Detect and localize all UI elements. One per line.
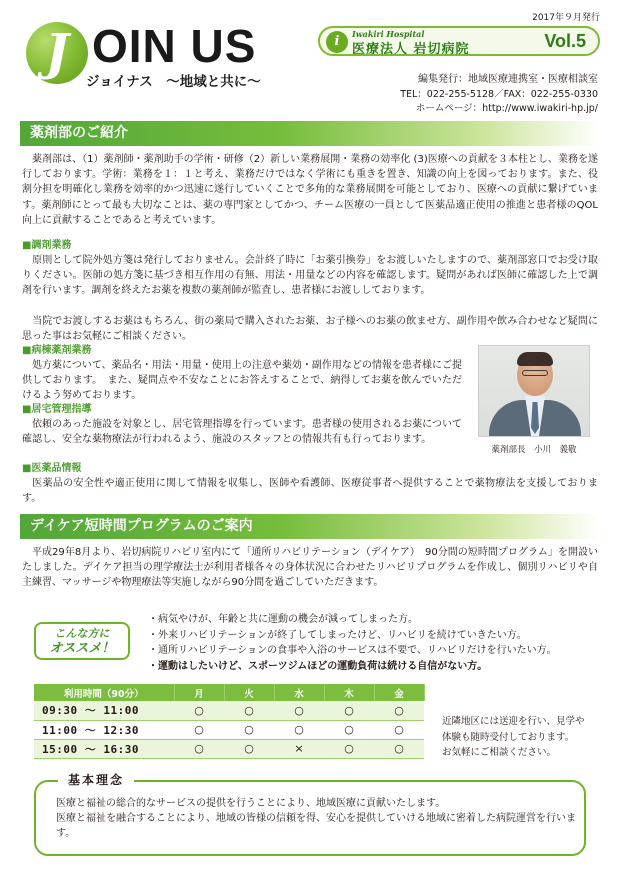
daycare-heading: デイケア短時間プログラムのご案内 [20, 514, 600, 539]
philosophy-text [56, 796, 576, 842]
table-row [34, 739, 424, 758]
dispensing-text: 原則として院外処方箋は発行しておりません。会計終了時に「お薬引換券」をお渡しいたしますので、薬剤部窓口でお受け取りください。医師の処方箋に基づき相互作用の有無、用法・用量などの内容を確認します。疑問があれば医師に確認した上で調剤を行います。調剤を終えたお薬を複数の薬剤師が監査し、患者様にお渡ししております。 [22, 255, 598, 297]
table-cell: ○ [374, 720, 424, 739]
newsletter-subtitle: ジョイナス ～地域と共に～ [86, 74, 261, 90]
philosophy-line: 医療と福祉の総合的なサービスの提供を行うことにより、地域医療に貢献いたします。 [56, 798, 446, 809]
table-row [34, 720, 424, 739]
volume-number: Vol.5 [544, 31, 586, 51]
recommend-line-1: こんな方に [54, 627, 110, 640]
pharmacy-heading: 薬剤部のご紹介 [20, 121, 600, 146]
photo-caption: 薬剤部長 小川 義敬 [491, 445, 577, 455]
ward-text: 処方薬について、薬品名・用法・用量・使用上の注意や薬効・副作用などの情報を患者様にご提供しております。 また、疑問点や不安なことにお答えすることで、納得してお薬を飲んでいただけるよう努めております。 [22, 360, 462, 402]
time-cell: 11:00 ～ 12:30 [34, 720, 174, 739]
table-header-row [34, 684, 424, 701]
table-cell: ○ [324, 720, 374, 739]
table-cell: ○ [224, 701, 274, 720]
newsletter-title: OIN US [92, 20, 257, 72]
philosophy-line: 医療と福祉を融合することにより、地域の皆様の信頼を得、安心を提供していける地域に密着した病院運営を行います。 [56, 813, 576, 840]
hospital-logo-icon: i [326, 31, 348, 53]
contact-line: TEL：022-255-5128／FAX：022-255-0330 [400, 89, 598, 100]
column-header: 火 [224, 684, 274, 701]
note-line: お気軽にご相談ください。 [442, 747, 557, 758]
time-cell: 15:00 ～ 16:30 [34, 739, 174, 758]
schedule-note [442, 714, 585, 761]
column-header: 木 [324, 684, 374, 701]
table-cell: ○ [274, 701, 324, 720]
pharmacy-intro: 薬剤部は、（1）薬剤師・薬剤助手の学術・研修（2）新しい業務展開・業務の効率化 (3)医療への貢献を３本柱とし、業務を遂行しております。学術：業務を１：１と考え、業務だけではなく学術にも重きを置き、知識の向上を図っております。また、役割分担を明確化し業務を効率的かつ迅速に遂行していくことで多角的な業務展開を可能としており、医療への貢献に繋げています。薬剤師にとって最も大切なことは、薬の専門家としてかつ、チーム医療の一員として医薬品適正使用の推進と患者様のQOL向上に貢献することであると考えています。 [22, 154, 598, 226]
note-line: 近隣地区には送迎を行い、見学や [442, 716, 585, 727]
home-care-title: ■居宅管理指導 [22, 404, 92, 415]
logo-mark: J [26, 22, 88, 84]
table-cell: ○ [224, 739, 274, 758]
table-cell: ○ [174, 701, 224, 720]
column-header: 月 [174, 684, 224, 701]
table-cell: ○ [174, 720, 224, 739]
dispensing-text-2: 当院でお渡しするお薬はもちろん、街の薬局で購入されたお薬、お子様へのお薬の飲ませ方、副作用や飲み合わせなど疑問に思った事はお気軽にご相談ください。 [22, 316, 598, 343]
table-cell: ○ [174, 739, 224, 758]
philosophy-title: 基本理念 [58, 771, 134, 788]
website-link[interactable]: ホームページ：http://www.iwakiri-hp.jp/ [415, 103, 598, 114]
drug-info-title: ■医薬品情報 [22, 463, 82, 474]
table-cell: ○ [274, 720, 324, 739]
list-item: ・運動はしたいけど、スポーツジムほどの運動負荷は続ける自信がない方。 [148, 660, 488, 672]
table-cell: ○ [324, 701, 374, 720]
table-cell: ○ [374, 701, 424, 720]
dispensing-title: ■調剤業務 [22, 240, 72, 251]
schedule-table [34, 684, 425, 759]
list-item: ・外来リハビリテーションが終了してしまったけど、リハビリを続けていきたい方。 [148, 629, 527, 641]
publisher-line: 編集発行：地域医療連携室・医療相談室 [418, 74, 598, 85]
hospital-banner [318, 26, 600, 56]
note-line: 体験も随時受付しております。 [442, 731, 575, 743]
home-care-text: 依頼のあった施設を対象とし、居宅管理指導を行っています。患者様の使用されるお薬について確認し、安全な薬物療法が行われるよう、施設のスタッフとの情報共有も行っております。 [22, 419, 462, 446]
table-cell: ○ [224, 720, 274, 739]
issue-date: 2017年９月発行 [532, 13, 600, 23]
recommend-line-2: オススメ！ [49, 641, 115, 656]
recommend-badge [34, 622, 130, 660]
drug-info-text: 医薬品の安全性や適正使用に関して情報を収集し、医師や看護師、医療従事者へ提供することで薬物療法を支援しております。 [22, 478, 598, 505]
recommend-list [148, 612, 557, 674]
hospital-name-en: Iwakiri Hospital [352, 29, 425, 39]
list-item: ・病気やけが、年齢と共に運動の機会が減ってしまった方。 [148, 614, 418, 625]
table-cell: ○ [324, 739, 374, 758]
table-cell: ○ [374, 739, 424, 758]
time-cell: 09:30 ～ 11:00 [34, 701, 174, 720]
ward-title: ■病棟薬剤業務 [22, 345, 92, 356]
column-header: 利用時間（90分） [34, 684, 174, 701]
table-row [34, 701, 424, 720]
hospital-name-jp: 医療法人 岩切病院 [352, 42, 470, 57]
column-header: 金 [374, 684, 424, 701]
pharmacist-photo [478, 345, 590, 437]
table-cell: × [274, 739, 324, 758]
daycare-intro: 平成29年8月より、岩切病院リハビリ室内にて「通所リハビリテーション（デイケア） 90分間の短時間プログラム」を開設いたしました。デイケア担当の理学療法士が利用者様各々の身体状況に合わせたリハビリプログラムを作成し、個別リハビリや自主練習、マッサージや物理療法等実施しながら90分間を過ごしていただきます。 [22, 547, 598, 589]
list-item: ・通所リハビリテーションの食事や入浴のサービスは不要で、リハビリだけを行いたい方。 [148, 645, 557, 656]
column-header: 水 [274, 684, 324, 701]
